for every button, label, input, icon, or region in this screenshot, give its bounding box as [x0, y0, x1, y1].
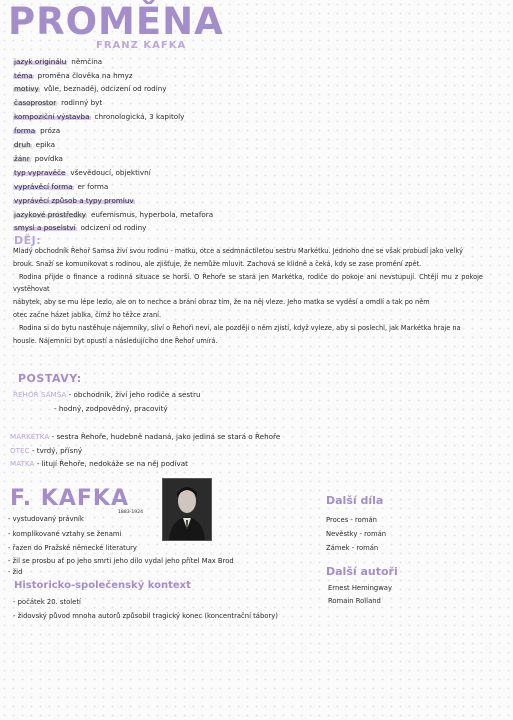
- character-name: OTEC: [10, 446, 30, 455]
- info-row: [13, 126, 60, 135]
- info-key: časoprostor: [14, 98, 57, 107]
- page-title: PROMĚNA: [8, 0, 224, 43]
- plot-text: [13, 245, 483, 347]
- info-row: [13, 182, 108, 191]
- plot-line: Mladý obchodník Řehoř Samsa živí svou rodinu - matku, otce a sedmnáctiletou sestru Markétku. Jednoho dne se však probudí jako velký: [13, 247, 463, 255]
- other-work-item: Zámek - román: [326, 544, 379, 552]
- plot-line: brouk. Snaží se komunikovat s rodinou, ale zjišťuje, že nemůže mluvit. Zachová se klidně a čeká, kdy se zase promění zpět.: [13, 259, 422, 268]
- info-value: chronologická, 3 kapitoly: [94, 112, 185, 121]
- info-key: žánr: [14, 154, 30, 163]
- info-row: [13, 71, 133, 80]
- info-value: proměna člověka na hmyz: [37, 71, 133, 80]
- character-desc: - hodný, zodpovědný, pracovitý: [54, 404, 168, 413]
- info-row: [13, 168, 151, 177]
- plot-heading: DĚJ:: [14, 234, 42, 247]
- info-row: [13, 98, 102, 107]
- info-key: jazykové prostředky: [14, 210, 86, 219]
- info-row: [13, 196, 139, 205]
- context-heading: Historicko-společenský kontext: [14, 580, 191, 591]
- info-row: [13, 57, 102, 66]
- info-row: [13, 154, 63, 163]
- author-photo: [162, 478, 212, 541]
- info-row: [13, 140, 55, 149]
- author-subtitle: FRANZ KAFKA: [96, 40, 187, 51]
- info-row: [13, 223, 146, 232]
- info-value: epika: [35, 140, 56, 149]
- info-value: němčina: [71, 57, 103, 66]
- character-desc: - obchodník, živí jeho rodiče a sestru: [68, 390, 201, 399]
- info-key: motivy: [14, 84, 39, 93]
- info-key: smysl a poselství: [14, 223, 76, 232]
- author-fact: - žid: [8, 568, 23, 576]
- character-row: [10, 446, 82, 455]
- plot-line: nábytek, aby se mu lépe lezlo, ale on to nechce a brání obraz tím, že na něj vleze. Jeho matka se vyděsí a omdlí a tak po něm: [13, 298, 430, 307]
- info-value: vševědoucí, objektivní: [70, 168, 151, 177]
- info-row: [13, 210, 213, 219]
- info-key: jazyk originálu: [14, 57, 67, 66]
- info-row: [13, 112, 184, 121]
- character-row: [10, 432, 280, 441]
- character-desc: - litují Řehoře, nedokáže se na něj podívat: [36, 459, 188, 468]
- other-work-item: Proces - román: [326, 516, 377, 524]
- character-name: MATKA: [10, 459, 35, 468]
- context-item: - židovský původ mnoha autorů způsobil tragický konec (koncentrační tábory): [13, 612, 278, 620]
- other-authors-heading: Další autoři: [326, 565, 398, 578]
- info-key: forma: [14, 126, 36, 135]
- author-fact: - komplikované vztahy se ženami: [8, 530, 122, 538]
- info-value: próza: [40, 126, 61, 135]
- plot-line: Rodina přijde o finance a rodinná situace se horší. O Řehoře se stará jen Markétka, rodiče do pokoje ani nevstupují. Chtějí mu z pokoje vystěhovat: [13, 272, 483, 294]
- characters-heading: POSTAVY:: [18, 372, 82, 385]
- context-item: - počátek 20. století: [13, 598, 81, 606]
- character-desc: - sestra Řehoře, hudebně nadaná, jako jediná se stará o Řehoře: [51, 432, 281, 441]
- author-heading: F. KAFKA: [10, 486, 129, 511]
- other-work-item: Nevěstky - román: [326, 530, 387, 538]
- author-fact: - žil se prosbu ať po jeho smrti jeho dílo vydal jeho přítel Max Brod: [8, 557, 234, 565]
- character-name: ŘEHOŘ SAMSA: [13, 390, 67, 399]
- character-name: MARKÉTKA: [10, 432, 50, 441]
- info-key: kompoziční výstavba: [14, 112, 90, 121]
- info-key: druh: [14, 140, 31, 149]
- character-row: [54, 404, 168, 413]
- other-author-item: Ernest Hemingway: [328, 584, 392, 592]
- character-row: [10, 459, 188, 468]
- plot-line: housle. Nájemníci byt opustí a následujícího dne Řehoř umírá.: [13, 336, 218, 345]
- info-value: vůle, beznaděj, odcizení od rodiny: [43, 84, 167, 93]
- other-author-item: Romain Rolland: [328, 597, 381, 605]
- info-value: povídka: [34, 154, 63, 163]
- info-key: vyprávěcí způsob a typy promluv: [14, 196, 134, 205]
- info-value: odcizení od rodiny: [80, 223, 147, 232]
- author-fact: - vystudovaný právník: [8, 515, 84, 523]
- info-key: typ vypravěče: [14, 168, 66, 177]
- plot-line: Rodina si do bytu nastěhuje nájemníky, slíví o Řehoři neví, ale později o něm zjistí, když vyleze, aby si poslechl, jak Markétka hraje na: [19, 323, 461, 332]
- info-value: eufemismus, hyperbola, metafora: [90, 210, 214, 219]
- info-row: [13, 84, 167, 93]
- other-works-heading: Další díla: [326, 494, 384, 507]
- character-desc: - tvrdý, přísný: [31, 446, 83, 455]
- info-value: er forma: [77, 182, 109, 191]
- info-key: vyprávěcí forma: [14, 182, 73, 191]
- character-row: [13, 390, 201, 399]
- author-fact: - řazen do Pražské německé literatury: [8, 544, 137, 552]
- author-years: 1883-1924: [118, 510, 144, 515]
- info-key: téma: [14, 71, 33, 80]
- plot-line: otec začne házet jablka, čímž ho těžce zraní.: [13, 310, 162, 319]
- info-value: rodinný byt: [61, 98, 103, 107]
